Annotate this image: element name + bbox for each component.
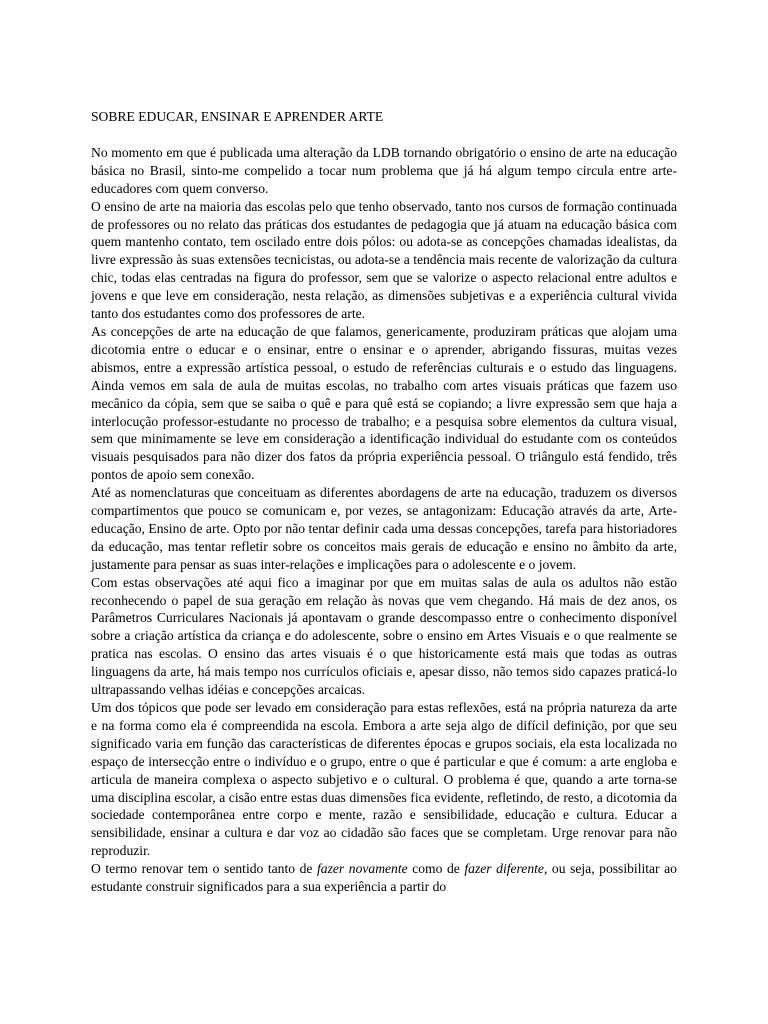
document-page xyxy=(91,108,677,896)
paragraph-renovar-text-3: , ou seja, possibilitar ao estudante construir significados para a sua experiência a partir do xyxy=(91,861,677,895)
paragraph-nomenclaturas: Até as nomenclaturas que conceituam as diferentes abordagens de arte na educação, traduzem os diversos compartimentos que pouco se comunicam e, por vezes, se antagonizam: Educação através da arte, Arte-educação, Ensino de arte. Opto por não tentar definir cada uma dessas concepções, tarefa para historiadores da educação, mas tentar refletir sobre os conceitos mais gerais de educação e ensino no âmbito da arte, justamente para pensar as suas inter-relações e implicações para o adolescente e o jovem. xyxy=(91,485,677,572)
paragraph-renovar-text-1: O termo renovar tem o sentido tanto de xyxy=(91,861,318,877)
paragraph-renovar xyxy=(91,860,677,896)
italic-fazer-diferente: fazer diferente xyxy=(464,861,544,877)
paragraph-ensino-de-arte: O ensino de arte na maioria das escolas pelo que tenho observado, tanto nos cursos de formação continuada de professores ou no relato das práticas dos estudantes de pedagogia que já atuam na educação básica com quem mantenho contato, tem oscilado entre dois pólos: ou adota-se as concepções chamadas idealistas, da livre expressão às suas extensões tecnicistas, ou adota-se a tendência mais recente de valorização da cultura chic, todas elas centradas na figura do professor, sem que se valorize o aspecto relacional entre adultos e jovens e que leve em consideração, nesta relação, as dimensões subjetivas e a experiência cultural vivida tanto dos estudantes como dos professores de arte. xyxy=(91,198,677,322)
paragraph-topicos: Um dos tópicos que pode ser levado em consideração para estas reflexões, está na própria natureza da arte e na forma como ela é compreendida na escola. Embora a arte seja algo de difícil definição, por que seu significado varia em função das características de diferentes épocas e grupos sociais, ela esta localizada no espaço de intersecção entre o indivíduo e o grupo, entre o que é particular e que é comum: a arte engloba e articula de maneira complexa o aspecto subjetivo e o cultural. O problema é que, quando a arte torna-se uma disciplina escolar, a cisão entre estas duas dimensões fica evidente, refletindo, de resto, a dicotomia da sociedade contemporânea entre corpo e mente, razão e sensibilidade, educação e cultura. Educar a sensibilidade, ensinar a cultura e dar voz ao cidadão são faces que se completam. Urge renovar para não reproduzir. xyxy=(91,700,677,859)
paragraph-observacoes: Com estas observações até aqui fico a imaginar por que em muitas salas de aula os adultos não estão reconhecendo o papel de sua geração em relação às novas que vem chegando. Há mais de dez anos, os Parâmetros Curriculares Nacionais já apontavam o grande descompasso entre o conhecimento disponível sobre a criação artística da criança e do adolescente, sobre o ensino em Artes Visuais e o que realmente se pratica nas escolas. O ensino das artes visuais é o que historicamente está mais que todas as outras linguagens da arte, há mais tempo nos currículos oficiais e, apesar disso, não temos sido capazes praticá-lo ultrapassando velhas idéias e concepções arcaicas. xyxy=(91,574,677,698)
paragraph-concepcoes: As concepções de arte na educação de que falamos, genericamente, produziram práticas que alojam uma dicotomia entre o educar e o ensinar, entre o ensinar e o aprender, abrigando fissuras, muitas vezes abismos, entre a expressão artística pessoal, o estudo de referências culturais e o estudo das linguagens. Ainda vemos em sala de aula de muitas escolas, no trabalho com artes visuais práticas que fazem uso mecânico da cópia, sem que se saiba o quê e para quê está se copiando; a livre expressão sem que haja a interlocução professor-estudante no processo de trabalho; e a pesquisa sobre elementos da cultura visual, sem que minimamente se leve em consideração a identificação individual do estudante com os conteúdos visuais pesquisados para não dizer dos fatos da própria experiência pessoal. O triângulo está fendido, três pontos de apoio sem conexão. xyxy=(91,323,677,483)
paragraph-ldb-intro: No momento em que é publicada uma alteração da LDB tornando obrigatório o ensino de arte na educação básica no Brasil, sinto-me compelido a tocar num problema que já há algum tempo circula entre arte-educadores com quem converso. xyxy=(91,144,677,196)
paragraph-renovar-text-2: como de xyxy=(407,861,465,877)
document-title: SOBRE EDUCAR, ENSINAR E APRENDER ARTE xyxy=(91,109,384,124)
italic-fazer-novamente: fazer novamente xyxy=(317,861,408,877)
